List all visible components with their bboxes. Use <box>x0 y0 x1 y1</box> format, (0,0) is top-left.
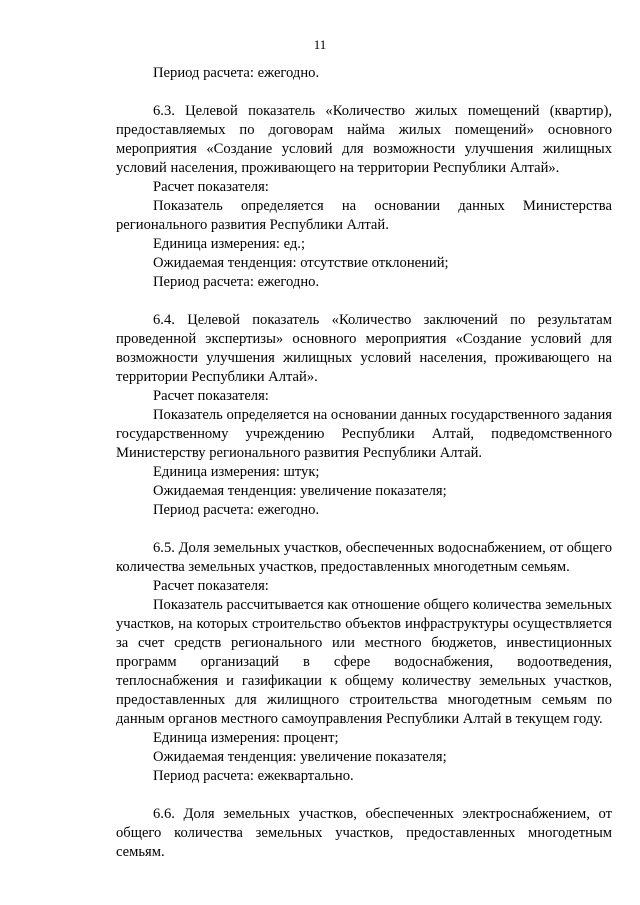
unit-line: Единица измерения: штук; <box>153 464 320 480</box>
calc-label: Расчет показателя: <box>153 578 269 594</box>
period-line: Период расчета: ежегодно. <box>153 65 320 81</box>
trend-line: Ожидаемая тенденция: отсутствие отклонений; <box>153 255 449 271</box>
paragraph-gap <box>116 83 612 102</box>
calc-description: Показатель определяется на основании данных государственного задания государственному учреждению Республики Алтай, подведомственного Министерству регионального развития Республики Алтай. <box>116 407 612 461</box>
calc-label: Расчет показателя: <box>153 388 269 404</box>
paragraph-gap <box>116 786 612 805</box>
unit-line: Единица измерения: процент; <box>153 730 339 746</box>
trend-line: Ожидаемая тенденция: увеличение показателя; <box>153 483 447 499</box>
trend-line: Ожидаемая тенденция: увеличение показателя; <box>153 749 447 765</box>
section-6-3-heading: 6.3. Целевой показатель «Количество жилых помещений (квартир), предоставляемых по договорам найма жилых помещений» основного мероприятия «Создание условий для возможности улучшения жилищных условий населения, проживающего на территории Республики Алтай». <box>116 103 612 176</box>
calc-label: Расчет показателя: <box>153 179 269 195</box>
unit-line: Единица измерения: ед.; <box>153 236 306 252</box>
period-line: Период расчета: ежегодно. <box>153 502 320 518</box>
document-body <box>116 64 612 862</box>
section-6-4-heading: 6.4. Целевой показатель «Количество заключений по результатам проведенной экспертизы» основного мероприятия «Создание условий для возможности улучшения жилищных условий населения, проживающего на территории Республики Алтай». <box>116 312 612 385</box>
paragraph-gap <box>116 520 612 539</box>
calc-description: Показатель рассчитывается как отношение общего количества земельных участков, на которых строительство объектов инфраструктуры осуществляется за счет средств регионального или местного бюджетов, инвестиционных программ организаций в сфере водоснабжения, водоотведения, теплоснабжения и газификации к общему количеству земельных участков, предоставленных для жилищного строительства многодетным семьям по данным органов местного самоуправления Республики Алтай в текущем году. <box>116 597 612 727</box>
paragraph-gap <box>116 292 612 311</box>
page-number: 11 <box>313 37 327 52</box>
section-6-5-heading: 6.5. Доля земельных участков, обеспеченных водоснабжением, от общего количества земельных участков, предоставленных многодетным семьям. <box>116 540 612 575</box>
period-line: Период расчета: ежеквартально. <box>153 768 354 784</box>
period-line: Период расчета: ежегодно. <box>153 274 320 290</box>
section-6-6-heading: 6.6. Доля земельных участков, обеспеченных электроснабжением, от общего количества земельных участков, предоставленных многодетным семьям. <box>116 806 612 860</box>
calc-description: Показатель определяется на основании данных Министерства регионального развития Республики Алтай. <box>116 198 612 233</box>
